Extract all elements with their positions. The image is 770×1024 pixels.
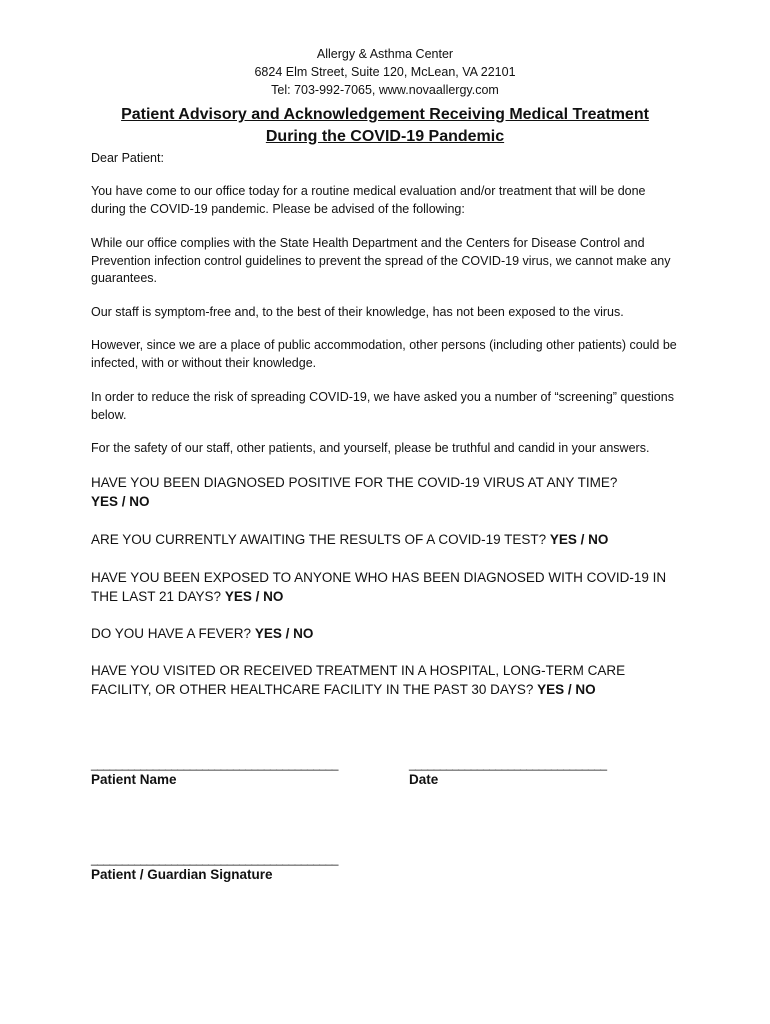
patient-name-field[interactable]: ________________________________________ bbox=[91, 757, 338, 771]
date-field[interactable]: ________________________________ bbox=[409, 757, 607, 771]
yes-no-answer[interactable]: YES / NO bbox=[254, 626, 314, 641]
org-name: Allergy & Asthma Center bbox=[316, 47, 454, 61]
paragraph-compliance: While our office complies with the State Health Department and the Centers for Disease Control and Prevention infection control guidelines to prevent the spread of the COVID-19 virus, we cannot make any guarantees. bbox=[91, 236, 671, 285]
signature-field[interactable]: ________________________________________ bbox=[91, 852, 338, 866]
date-label: Date bbox=[409, 772, 439, 787]
document-title bbox=[0, 104, 770, 148]
org-address: 6824 Elm Street, Suite 120, McLean, VA 22101 bbox=[254, 65, 516, 79]
paragraph-safety: For the safety of our staff, other patients, and yourself, please be truthful and candid in your answers. bbox=[91, 441, 650, 455]
question-text: DO YOU HAVE A FEVER? bbox=[91, 626, 252, 641]
yes-no-answer[interactable]: YES / NO bbox=[549, 532, 609, 547]
salutation: Dear Patient: bbox=[91, 151, 164, 165]
question-text: HAVE YOU BEEN DIAGNOSED POSITIVE FOR THE COVID-19 VIRUS AT ANY TIME? bbox=[91, 475, 618, 490]
title-line-1: Patient Advisory and Acknowledgement Receiving Medical Treatment bbox=[121, 106, 649, 123]
paragraph-screening: In order to reduce the risk of spreading COVID-19, we have asked you a number of “screening” questions below. bbox=[91, 390, 674, 422]
org-contact: Tel: 703-992-7065, www.novaallergy.com bbox=[271, 83, 499, 97]
question-diagnosed bbox=[91, 473, 681, 511]
paragraph-public: However, since we are a place of public accommodation, other persons (including other patients) could be infected, with or without their knowledge. bbox=[91, 338, 677, 370]
question-awaiting-test bbox=[91, 530, 681, 549]
yes-no-answer[interactable]: YES / NO bbox=[91, 494, 150, 509]
question-text: ARE YOU CURRENTLY AWAITING THE RESULTS OF A COVID-19 TEST? bbox=[91, 532, 547, 547]
question-text: HAVE YOU BEEN EXPOSED TO ANYONE WHO HAS BEEN DIAGNOSED WITH COVID-19 IN THE LAST 21 DAYS? bbox=[91, 570, 667, 604]
letterhead bbox=[0, 45, 770, 99]
question-exposed bbox=[91, 568, 681, 606]
question-text: HAVE YOU VISITED OR RECEIVED TREATMENT IN A HOSPITAL, LONG-TERM CARE FACILITY, OR OTHER HEALTHCARE FACILITY IN THE PAST 30 DAYS? bbox=[91, 663, 626, 697]
patient-name-label: Patient Name bbox=[91, 772, 177, 787]
yes-no-answer[interactable]: YES / NO bbox=[537, 682, 596, 697]
paragraph-intro: You have come to our office today for a routine medical evaluation and/or treatment that will be done during the COVID-19 pandemic. Please be advised of the following: bbox=[91, 184, 646, 216]
signature-label: Patient / Guardian Signature bbox=[91, 867, 273, 882]
question-healthcare-visit bbox=[91, 661, 681, 699]
paragraph-staff: Our staff is symptom-free and, to the best of their knowledge, has not been exposed to the virus. bbox=[91, 305, 624, 319]
yes-no-answer[interactable]: YES / NO bbox=[224, 589, 284, 604]
question-fever bbox=[91, 624, 681, 643]
title-line-2: During the COVID-19 Pandemic bbox=[265, 128, 505, 145]
